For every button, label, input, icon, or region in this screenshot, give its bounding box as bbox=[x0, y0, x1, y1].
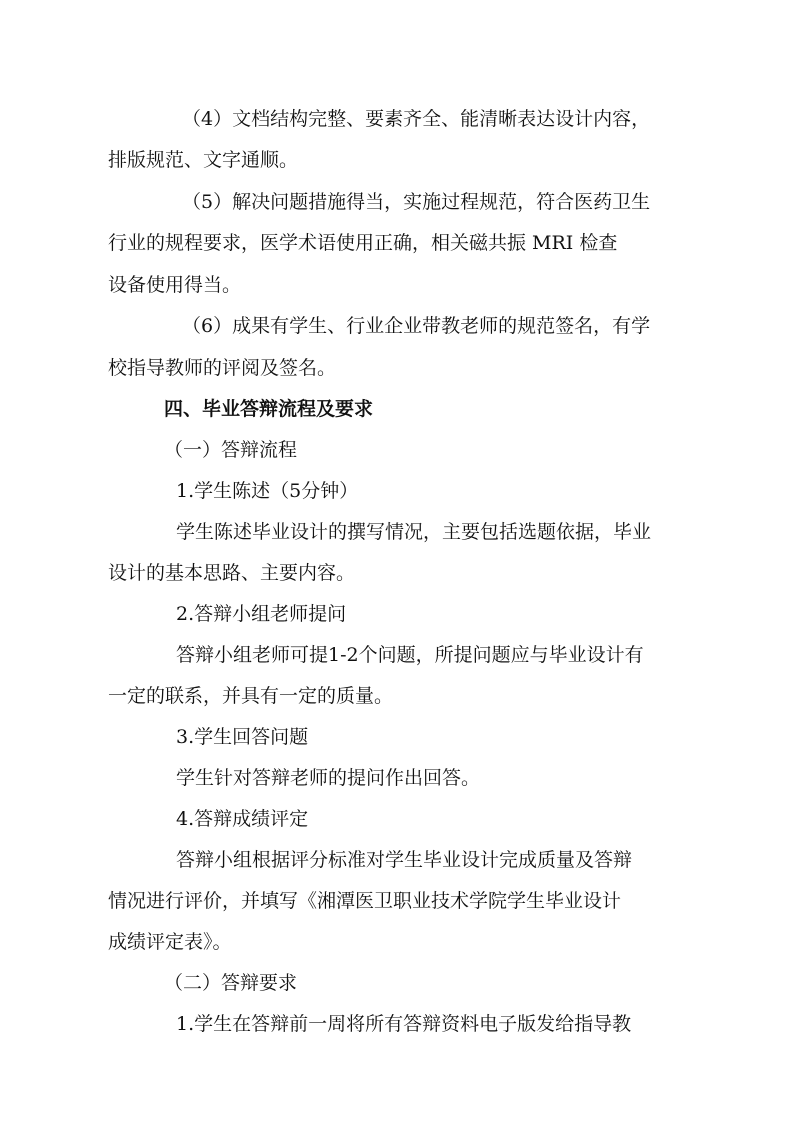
item-3-heading: 3.学生回答问题 bbox=[176, 726, 309, 748]
para-4-line-2: 排版规范、文字通顺。 bbox=[108, 149, 299, 171]
subsection-1-heading: （一）答辩流程 bbox=[164, 439, 298, 461]
para-5-line-3: 设备使用得当。 bbox=[108, 274, 242, 296]
requirement-1-line-1: 1.学生在答辩前一周将所有答辩资料电子版发给指导教 bbox=[176, 1013, 632, 1035]
para-5-line-1: （5）解决问题措施得当，实施过程规范，符合医药卫生 bbox=[182, 191, 651, 213]
item-1-line-1: 学生陈述毕业设计的撰写情况，主要包括选题依据，毕业 bbox=[176, 521, 652, 543]
item-4-line-3: 成绩评定表》。 bbox=[108, 931, 232, 953]
item-2-heading: 2.答辩小组老师提问 bbox=[176, 603, 347, 625]
item-3-line-1: 学生针对答辩老师的提问作出回答。 bbox=[176, 767, 481, 789]
item-2-line-1: 答辩小组老师可提1-2个问题，所提问题应与毕业设计有 bbox=[176, 644, 644, 666]
item-4-line-2: 情况进行评价，并填写《湘潭医卫职业技术学院学生毕业设计 bbox=[108, 890, 622, 912]
item-4-heading: 4.答辩成绩评定 bbox=[176, 808, 309, 830]
item-1-heading: 1.学生陈述（5分钟） bbox=[176, 480, 359, 502]
item-1-line-2: 设计的基本思路、主要内容。 bbox=[108, 562, 356, 584]
subsection-2-heading: （二）答辩要求 bbox=[164, 972, 298, 994]
item-4-line-1: 答辩小组根据评分标准对学生毕业设计完成质量及答辩 bbox=[176, 849, 633, 871]
para-4-line-1: （4）文档结构完整、要素齐全、能清晰表达设计内容， bbox=[182, 108, 651, 130]
para-6-line-2: 校指导教师的评阅及签名。 bbox=[108, 357, 337, 379]
para-5-line-2: 行业的规程要求，医学术语使用正确，相关磁共振 MRI 检查 bbox=[108, 232, 618, 254]
para-6-line-1: （6）成果有学生、行业企业带教老师的规范签名，有学 bbox=[182, 315, 651, 337]
item-2-line-2: 一定的联系，并具有一定的质量。 bbox=[108, 685, 394, 707]
section-4-heading: 四、毕业答辩流程及要求 bbox=[164, 398, 374, 420]
